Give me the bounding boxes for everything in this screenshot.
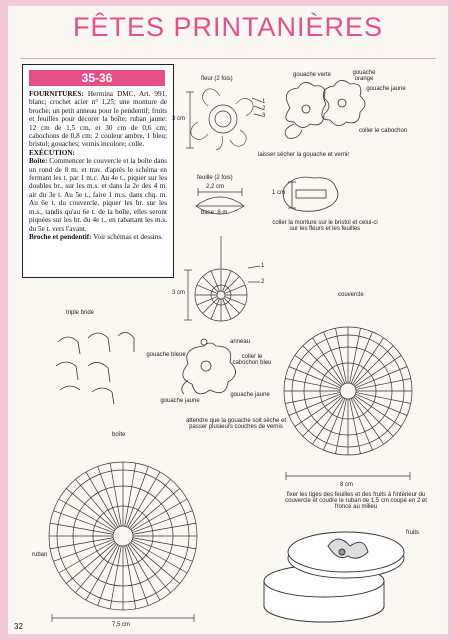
label-1cm: 1 cm <box>272 190 286 196</box>
label-7-5cm: 7,5 cm <box>112 622 131 628</box>
label-coller-cabochon: coller le cabochon <box>358 128 408 134</box>
label-boite: boîte <box>112 432 126 438</box>
boite-heading: Boîte: <box>29 157 48 166</box>
label-gouache-jaune-c: gouache jaune <box>160 398 200 404</box>
painted-flowers <box>285 80 365 138</box>
label-laisser-secher: laisser sécher la gouache et vernir <box>258 152 350 158</box>
crochet-diagrams <box>8 6 448 634</box>
label-triple-bride: triple bride <box>66 310 95 316</box>
label-fixer-tiges: fixer les tiges des feuilles et des fruits à l'intérieur du couvercle et coudre le ruban de 1,5 cm coupé en 2 et froncé au milieu <box>285 492 427 510</box>
couvercle-chart <box>284 327 412 480</box>
label-anneau: anneau <box>230 339 251 345</box>
label-attendre: attendre que la gouache soit sèche et passer plusieurs couches de vernis <box>185 418 287 430</box>
label-n1b: 1 <box>261 263 265 269</box>
chart-stitch-line <box>197 297 217 305</box>
label-8cm: 8 cm <box>340 482 354 488</box>
page-number: 32 <box>14 622 23 631</box>
label-base: base: 8 m. <box>201 210 230 216</box>
fournitures-text: Hermina DMC, Art. 991, blanc; crochet acier n° 1,25; une monture de broche; un petit anneau pour le pendentif; fruits et feuilles pour décorer la boîte; ruban jaune: 12 cm de 1,5 cm, et 30 cm de 0,6 cm; cabochons de 0,8 cm: 2 couleur ambre, 1 bleu; bristol; gouaches; vernis incolore; colle. <box>29 90 167 149</box>
chart-stitch-line <box>224 298 240 314</box>
label-coller-cabochon-bleu: coller le cabochon bleu <box>232 354 272 366</box>
magazine-page <box>8 6 448 634</box>
label-fruits: fruits <box>406 530 420 536</box>
boite-chart <box>49 462 197 622</box>
label-gouache-bleue: gouache bleue <box>146 352 186 358</box>
triple-bride-diagram <box>56 332 134 404</box>
label-n3: 3 <box>262 113 266 119</box>
chart-stitch-line <box>225 285 245 293</box>
label-feuille: feuille (2 fois) <box>197 175 233 181</box>
broche-heading: Broche et pendentif: <box>29 232 92 241</box>
label-feuille-dim: 2,2 cm <box>206 184 225 190</box>
chart-stitch-line <box>211 299 219 319</box>
painted-pendant <box>182 339 236 394</box>
label-n2b: 2 <box>261 279 265 285</box>
label-ruban: ruban <box>32 552 48 558</box>
pattern-number-badge: 35-36 <box>29 70 165 86</box>
label-n2: 2 <box>262 106 266 112</box>
chart-stitch-line <box>223 271 231 291</box>
label-3cm-a: 3 cm <box>172 116 186 122</box>
label-coller-monture: coller la monture sur le bristol et celui-ci sur les fleurs et les feuilles <box>272 220 378 232</box>
chart-stitch-line <box>223 299 231 319</box>
box-illustration <box>264 532 404 622</box>
chart-stitch-line <box>203 277 219 293</box>
label-n1: 1 <box>262 99 266 105</box>
chart-stitch-line <box>203 298 219 314</box>
broche-text: Voir schémas et dessins. <box>93 232 163 241</box>
pendant-flower-chart <box>184 236 260 321</box>
label-couvercle: couvercle <box>338 292 364 298</box>
page-title: FÊTES PRINTANIÈRES <box>72 12 384 42</box>
label-fleur: fleur (2 fois) <box>201 76 233 82</box>
chart-stitch-line <box>211 271 219 291</box>
execution-heading: EXÉCUTION: <box>29 148 75 157</box>
brooch-back <box>283 177 338 211</box>
label-gouache-verte: gouache verte <box>292 72 332 78</box>
flower-chart <box>186 89 262 150</box>
label-3cm-b: 3 cm <box>172 290 186 296</box>
fournitures-heading: FOURNITURES: <box>29 90 84 98</box>
chart-stitch-line <box>225 297 245 305</box>
label-gouache-orange: gouache orange <box>352 70 376 82</box>
label-gouache-jaune-b: gouache jaune <box>230 392 270 398</box>
chart-stitch-line <box>224 277 240 293</box>
boite-text: Commencer le couvercle et la boîte dans un rond de 8 m. et trav. d'après le schéma en fermant les t. par 1 m.c. Au 4e t., piquer sur les doubles br., sur les m.s. et dans la 2e des 4 m. air du 3e t. Au 5e t., faire 1 m.s. dans chq. m. Au 6e t. du couvercle, piquer les br. sur les m.s., tandis qu'au 6e t. de la boîte, elles seront piquées sur les br. du 4e t., en rabattant les m.s. du 5e t. vers l'avant. <box>29 157 167 233</box>
label-gouache-jaune-a: gouache jaune <box>366 86 406 92</box>
chart-stitch-line <box>197 285 217 293</box>
